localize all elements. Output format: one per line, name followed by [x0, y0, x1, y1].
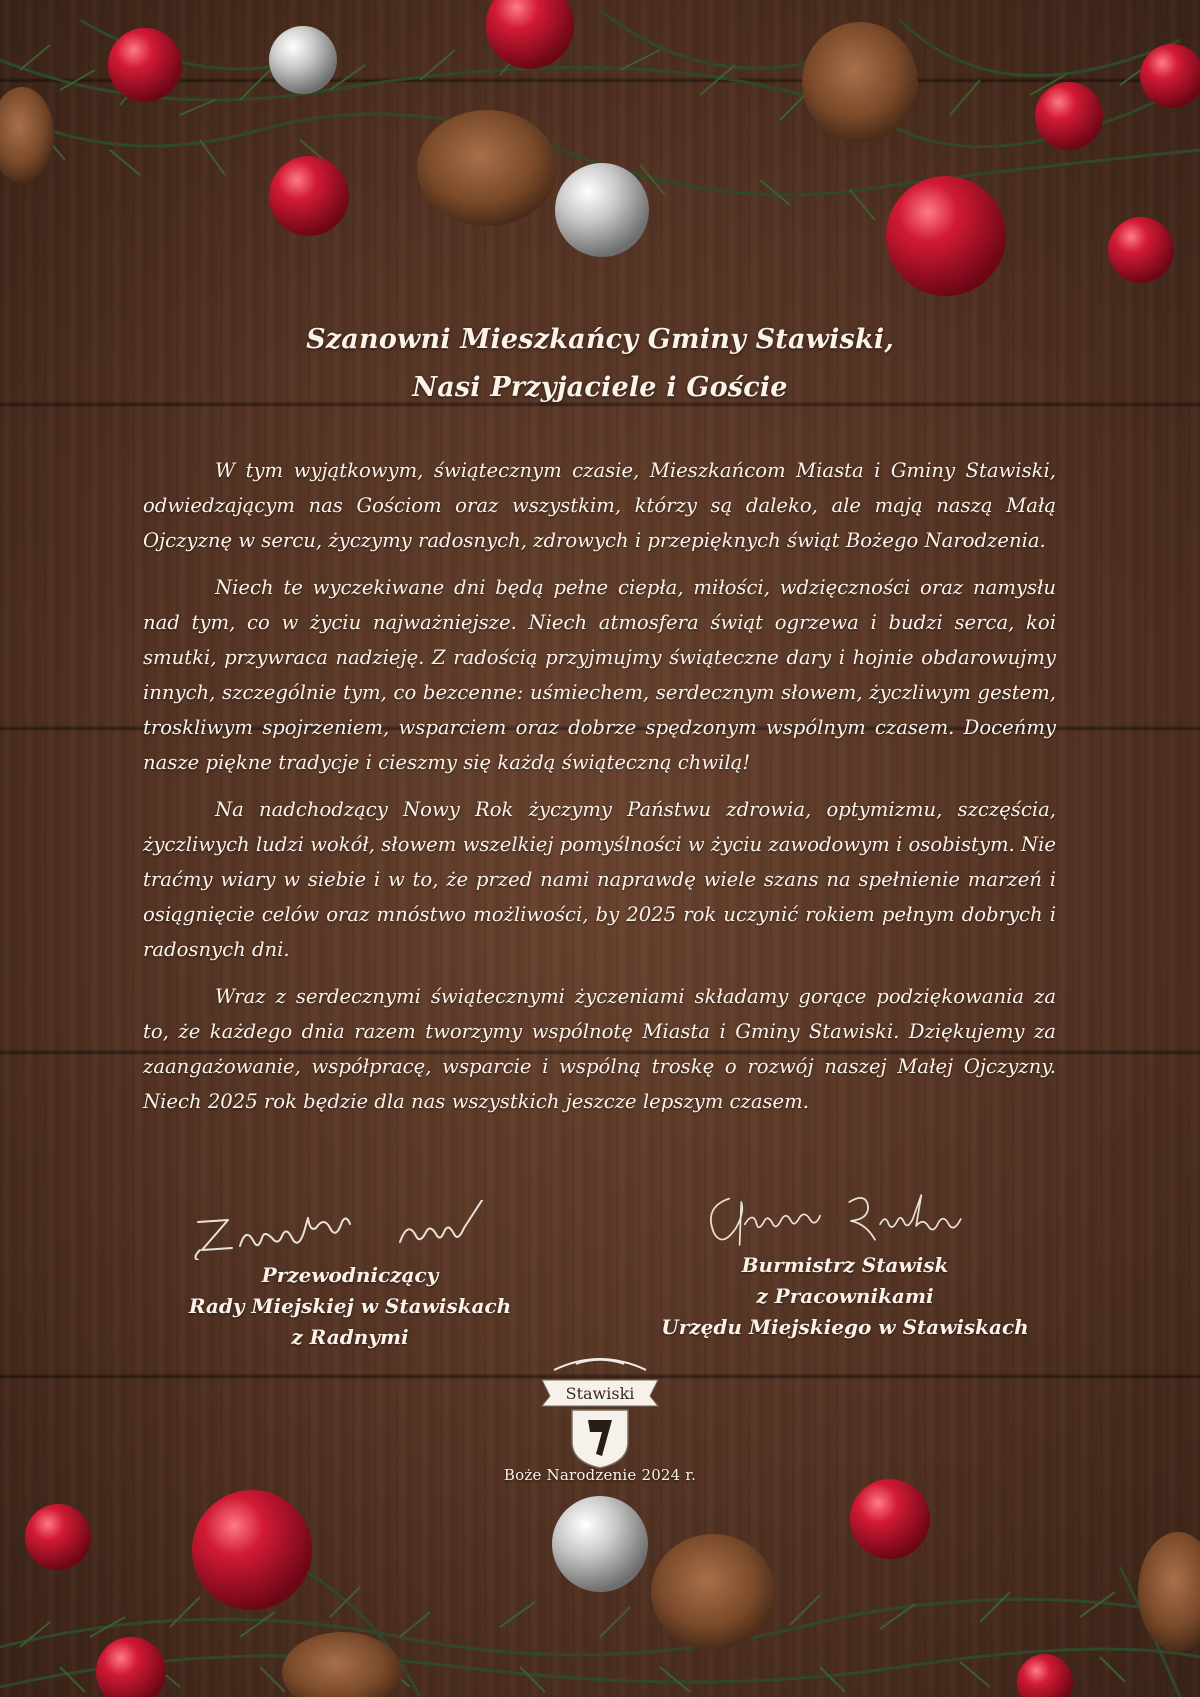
- handwritten-signature-left: [170, 1200, 530, 1260]
- role-right-line-3: Urzędu Miejskiego w Stawiskach: [661, 1315, 1029, 1339]
- paragraph-2: Niech te wyczekiwane dni będą pełne ciepła, miłości, wdzięczności oraz namysłu nad tym, co w życiu najważniejsze. Niech atmosfera świąt ogrzewa i budzi serca, koi smutki, przywraca nadzieję. Z radością przyjmujmy świąteczne dary i hojnie obdarowujmy innych, szczególnie tym, co bezcenne: uśmiechem, serdecznym słowem, życzliwym gestem, troskliwym spojrzeniem, wsparciem oraz dobrze spędzonym wspólnym czasem. Doceńmy nasze piękne tradycje i cieszmy się każdą świąteczną chwilą!: [143, 576, 1056, 774]
- role-left-line-3: z Radnymi: [291, 1325, 409, 1349]
- signatory-right: [650, 1210, 1040, 1343]
- role-left-line-2: Rady Miejskiej w Stawiskach: [188, 1294, 512, 1318]
- heading-line-2: Nasi Przyjaciele i Goście: [412, 372, 788, 403]
- paragraph-1: W tym wyjątkowym, świątecznym czasie, Mieszkańcom Miasta i Gminy Stawiski, odwiedzającym nas Gościom oraz wszystkim, którzy są daleko, ale mają naszą Małą Ojczyznę w sercu, życzymy radosnych, zdrowych i przepięknych świąt Bożego Narodzenia.: [143, 459, 1056, 552]
- bottom-garland-decoration: [0, 1367, 1200, 1697]
- role-right-line-2: z Pracownikami: [756, 1284, 934, 1308]
- greeting-body: [143, 453, 1056, 1131]
- date-line: Boże Narodzenie 2024 r.: [503, 1466, 697, 1484]
- crest-banner-text: Stawiski: [565, 1384, 635, 1403]
- heading-line-1: Szanowni Mieszkańcy Gminy Stawiski,: [306, 324, 894, 355]
- role-right: [650, 1250, 1040, 1343]
- role-right-line-1: Burmistrz Stawisk: [741, 1253, 949, 1277]
- signatory-left: [170, 1205, 530, 1353]
- top-garland-decoration: [0, 0, 1200, 300]
- role-left-line-1: Przewodniczący: [261, 1263, 439, 1287]
- role-left: [170, 1260, 530, 1353]
- paragraph-3: Na nadchodzący Nowy Rok życzymy Państwu zdrowia, optymizmu, szczęścia, życzliwych ludzi wokół, słowem wszelkiej pomyślności w życiu zawodowym i osobistym. Nie traćmy wiary w siebie i w to, że przed nami naprawdę wiele szans na spełnienie marzeń i osiągnięcie celów oraz mnóstwo możliwości, by 2025 rok uczynić rokiem pełnym dobrych i radosnych dni.: [143, 798, 1056, 961]
- greeting-heading: [150, 316, 1050, 412]
- handwritten-signature-right: [650, 1190, 1040, 1250]
- paragraph-4: Wraz z serdecznymi świątecznymi życzeniami składamy gorące podziękowania za to, że każdego dnia razem tworzymy wspólnotę Miasta i Gminy Stawiski. Dziękujemy za zaangażowanie, współpracę, wsparcie i wspólną troskę o rozwój naszej Małej Ojczyzny. Niech 2025 rok będzie dla nas wszystkich jeszcze lepszym czasem.: [143, 985, 1056, 1113]
